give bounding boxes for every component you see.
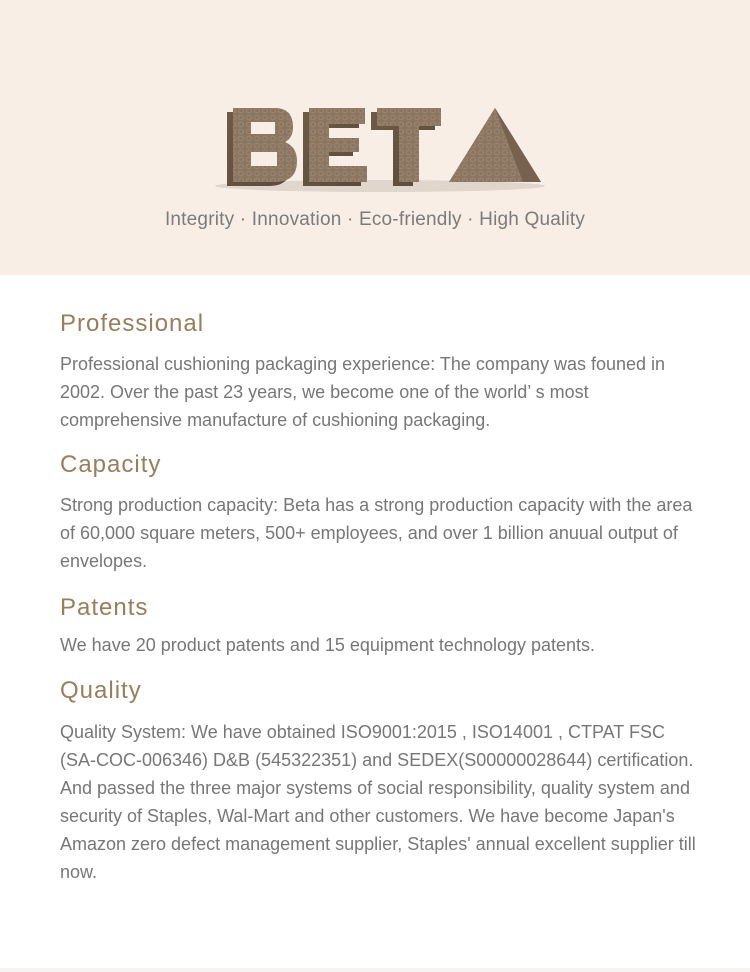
- logo-letter-e: [303, 108, 367, 186]
- section-body-patents: We have 20 product patents and 15 equipment technology patents.: [60, 635, 596, 655]
- section-body-professional: Professional cushioning packaging experience: The company was founed in 2002. Over the past 23 years, we become one of the world’ s most comprehensive manufacture of cushioning packaging.: [60, 354, 666, 430]
- hero-banner: [0, 0, 750, 275]
- section-title-quality: Quality: [60, 677, 142, 704]
- beta-logo: [205, 100, 550, 195]
- section-body-capacity: Strong production capacity: Beta has a strong production capacity with the area of 60,000 square meters, 500+ employees, and over 1 billion anuual output of envelopes.: [60, 495, 693, 571]
- section-body-quality: Quality System: We have obtained ISO9001:2015 , ISO14001 , CTPAT FSC (SA-COC-006346) D&B (545322351) and SEDEX(S00000028644) certification. And passed the three major systems of social responsibility, quality system and security of Staples, Wal-Mart and other customers. We have become Japan's Amazon zero defect management supplier, Staples' annual excellent supplier till now.: [60, 722, 696, 882]
- logo-letter-a: [449, 108, 541, 182]
- tagline: Integrity · Innovation · Eco-friendly · High Quality: [164, 209, 586, 230]
- logo-letter-b: [227, 108, 297, 186]
- logo-letter-t: [371, 108, 441, 186]
- section-title-capacity: Capacity: [60, 451, 162, 478]
- section-title-professional: Professional: [60, 310, 205, 337]
- section-title-patents: Patents: [60, 594, 149, 621]
- bottom-divider: [0, 968, 750, 972]
